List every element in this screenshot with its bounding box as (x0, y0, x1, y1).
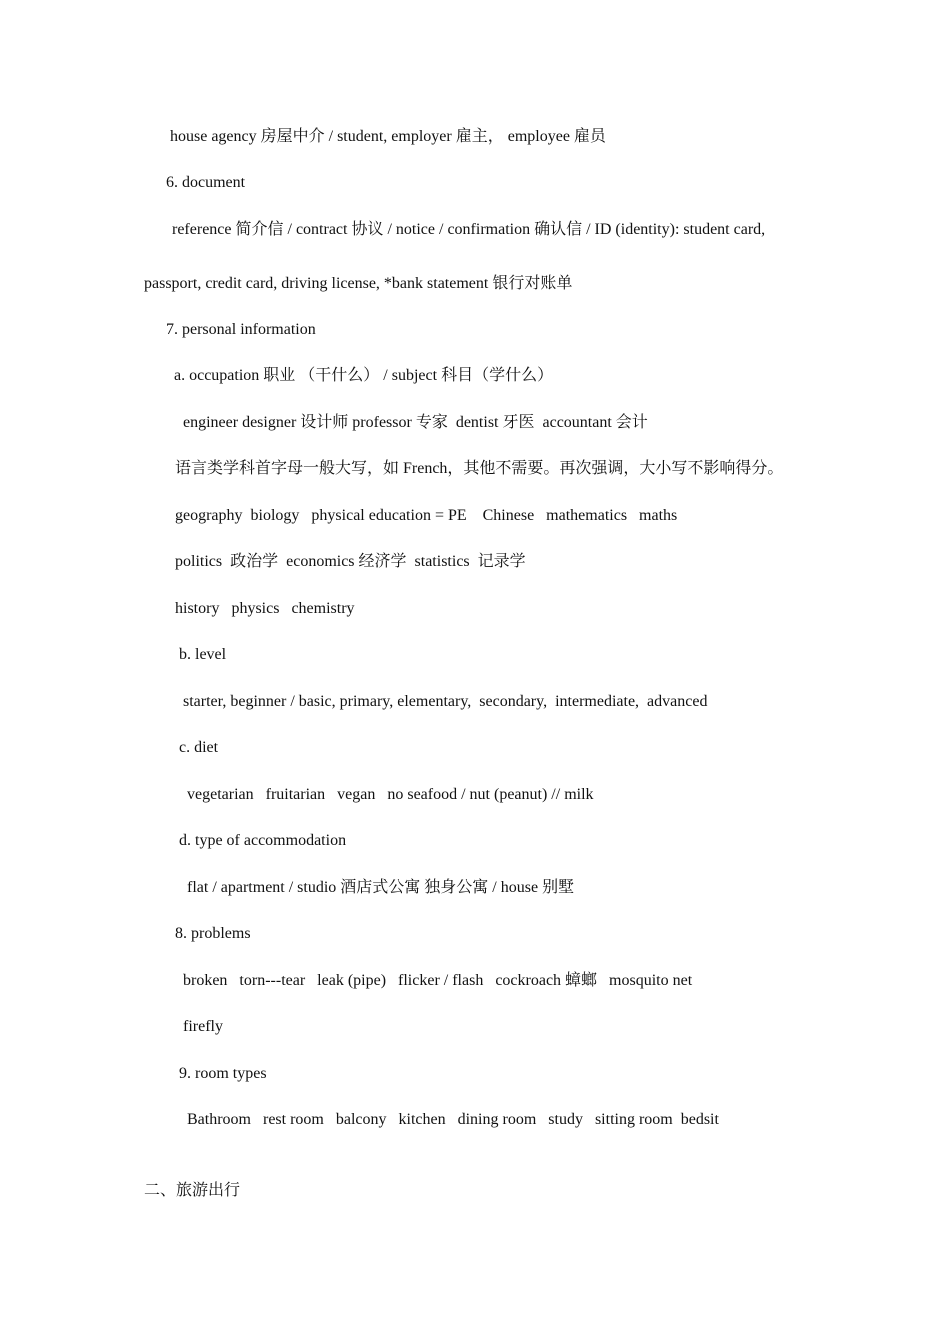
text-line-problems-cont: firefly (183, 1018, 223, 1035)
text-line-subjects-3: history physics chemistry (175, 600, 355, 617)
subheading-accommodation: d. type of accommodation (179, 832, 347, 849)
subheading-diet: c. diet (179, 739, 219, 756)
text-line-room-types: Bathroom rest room balcony kitchen dining room study sitting room bedsit (187, 1111, 719, 1128)
subheading-occupation: a. occupation 职业 （干什么） / subject 科目（学什么） (174, 367, 554, 384)
heading-document: 6. document (166, 174, 246, 191)
text-line-occupations: engineer designer 设计师 professor 专家 dentist 牙医 accountant 会计 (183, 414, 648, 431)
heading-problems: 8. problems (175, 925, 251, 942)
text-line-document-types: reference 简介信 / contract 协议 / notice / confirmation 确认信 / ID (identity): student card, (172, 221, 766, 238)
section-heading-travel: 二、旅游出行 (144, 1182, 241, 1199)
text-line-subjects-2: politics 政治学 economics 经济学 statistics 记录学 (175, 553, 526, 570)
text-line-diets: vegetarian fruitarian vegan no seafood / nut (peanut) // milk (187, 786, 594, 803)
text-line-house-agency: house agency 房屋中介 / student, employer 雇主， employee 雇员 (170, 128, 606, 145)
text-line-capitalization-note: 语言类学科首字母一般大写，如 French，其他不需要。再次强调，大小写不影响得分。 (175, 460, 784, 477)
text-line-levels: starter, beginner / basic, primary, elementary, secondary, intermediate, advanced (183, 693, 708, 710)
text-line-subjects-1: geography biology physical education = PE Chinese mathematics maths (175, 507, 678, 524)
heading-personal-information: 7. personal information (166, 321, 316, 338)
text-line-document-types-cont: passport, credit card, driving license, *bank statement 银行对账单 (144, 275, 573, 292)
text-line-problems: broken torn---tear leak (pipe) flicker / flash cockroach 蟑螂 mosquito net (183, 972, 693, 989)
heading-room-types: 9. room types (179, 1065, 267, 1082)
text-line-accommodation-types: flat / apartment / studio 酒店式公寓 独身公寓 / house 别墅 (187, 879, 575, 896)
subheading-level: b. level (179, 646, 227, 663)
